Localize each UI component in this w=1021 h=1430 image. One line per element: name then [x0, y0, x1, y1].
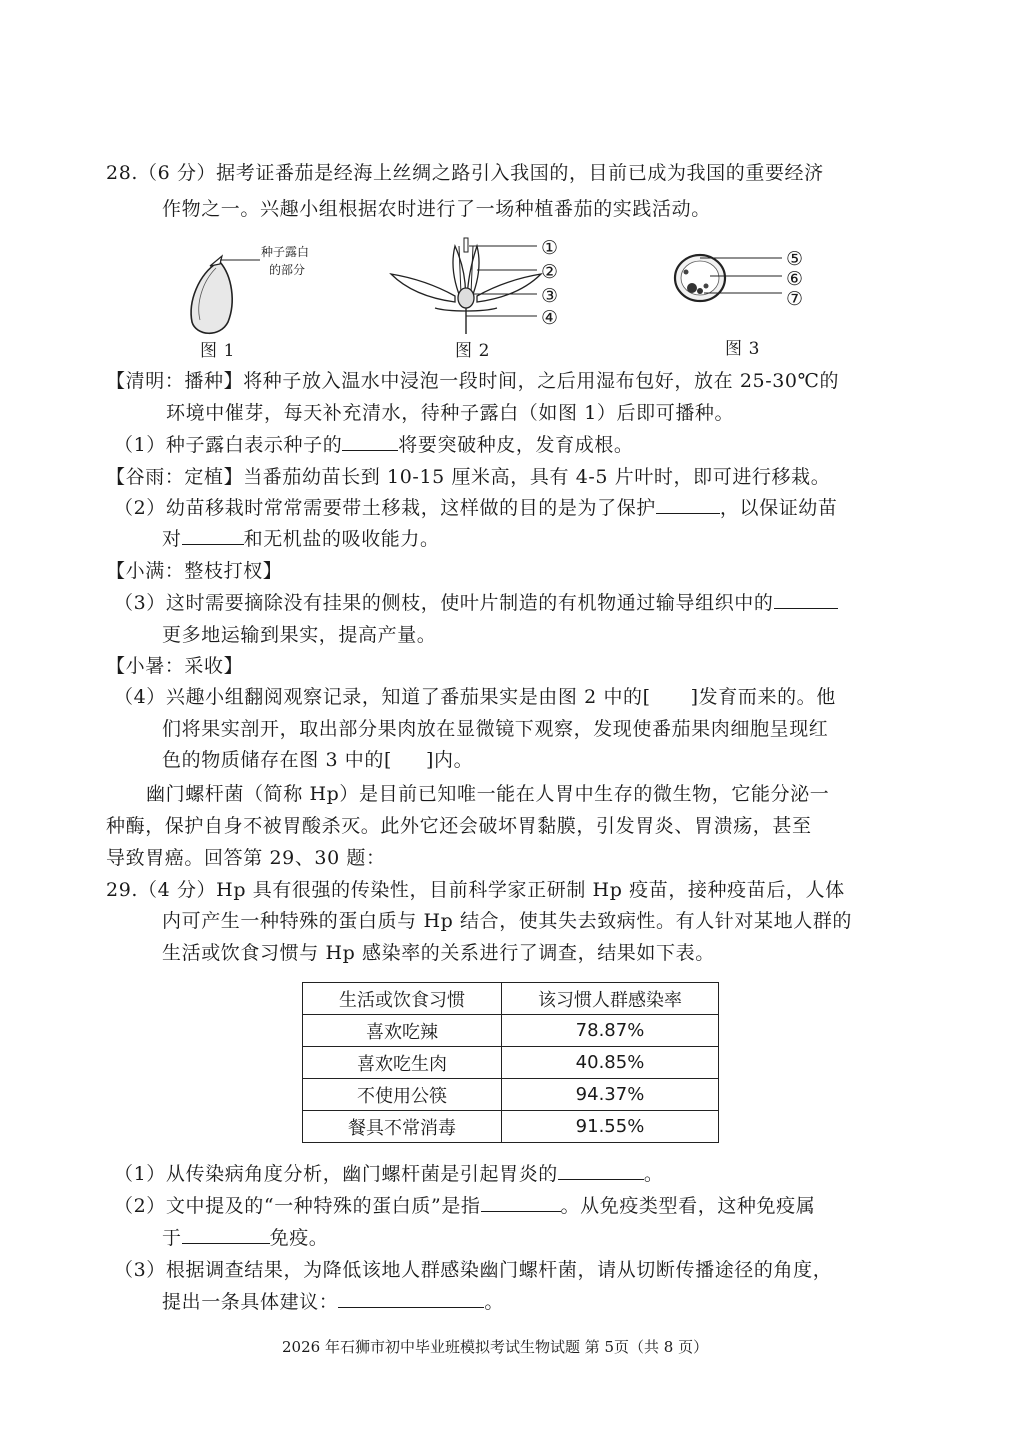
figure2-marker-3: ③: [541, 285, 559, 307]
table-cell-rate: 40.85%: [502, 1047, 719, 1079]
figure2-marker-1: ①: [541, 237, 559, 259]
q29-sub2-blank1[interactable]: [481, 1193, 561, 1212]
q28-sub1-text-b: 将要突破种皮，发育成根。: [398, 434, 634, 456]
q29-line1: 29.（4 分）Hp 具有很强的传染性，目前科学家正研制 Hp 疫苗，接种疫苗后，人体: [106, 879, 845, 901]
qingming-line2: 环境中催芽，每天补充清水，待种子露白（如图 1）后即可播种。: [166, 402, 735, 424]
q28-sub4-line2: 们将果实剖开，取出部分果肉放在显微镜下观察，发现使番茄果肉细胞呈现红: [162, 718, 829, 740]
figure3-marker-5: ⑤: [786, 248, 804, 270]
q29-sub2-text-d: 免疫。: [269, 1227, 329, 1249]
table-row: [303, 1111, 719, 1143]
q29-sub1-blank[interactable]: [558, 1161, 644, 1180]
q28-sub3-line2: 更多地运输到果实，提高产量。: [162, 624, 437, 646]
q29-sub3-line1: （3）根据调查结果，为降低该地人群感染幽门螺杆菌，请从切断传播途径的角度，: [114, 1259, 833, 1281]
q29-line3: 生活或饮食习惯与 Hp 感染率的关系进行了调查，结果如下表。: [162, 942, 715, 964]
table-row: [303, 1015, 719, 1047]
q29-sub1: [114, 1160, 664, 1188]
figure2-marker-2: ②: [541, 261, 559, 283]
q28-sub2-text-c: 对: [162, 528, 182, 550]
q28-sub2-text-d: 和无机盐的吸收能力。: [243, 528, 440, 550]
intro-line3: 导致胃癌。回答第 29、30 题：: [106, 847, 386, 869]
table-cell-habit: 喜欢吃辣: [303, 1015, 502, 1047]
xiaoman-heading: 【小满：整枝打杈】: [106, 560, 283, 582]
figure2-marker-4: ④: [541, 307, 559, 329]
q29-sub3-line2: [162, 1288, 504, 1316]
q28-line1: 28.（6 分）据考证番茄是经海上丝绸之路引入我国的，目前已成为我国的重要经济: [106, 162, 824, 184]
q29-sub3-blank[interactable]: [338, 1289, 484, 1308]
q28-sub4-text-d: 色的物质储存在图 3 中的[: [162, 749, 392, 771]
table-header-rate: 该习惯人群感染率: [502, 983, 719, 1015]
q28-sub1-blank[interactable]: [342, 432, 398, 451]
q29-sub1-text-b: 。: [643, 1163, 664, 1185]
q28-sub3-line1: [114, 589, 838, 617]
q29-sub3-text-c: 。: [484, 1291, 505, 1313]
table-header-row: [303, 983, 719, 1015]
hp-infection-table: [302, 982, 719, 1143]
q28-line2: 作物之一。兴趣小组根据农时进行了一场种植番茄的实践活动。: [162, 198, 711, 220]
table-header-habit: 生活或饮食习惯: [303, 983, 502, 1015]
q29-sub2-line2: [162, 1224, 328, 1252]
q28-sub4-text-e: ]内。: [425, 749, 474, 771]
q29-line2: 内可产生一种特殊的蛋白质与 Hp 结合，使其失去致病性。有人针对某地人群的: [162, 910, 853, 932]
qingming-text: 将种子放入温水中浸泡一段时间，之后用湿布包好，放在 25-30℃的: [243, 370, 840, 392]
q28-sub4-line3: [162, 746, 473, 774]
q28-sub1-text-a: （1）种子露白表示种子的: [114, 434, 343, 456]
q29-sub3-text-b: 提出一条具体建议：: [162, 1291, 339, 1313]
figure1-label-line2: 的部分: [269, 263, 306, 277]
q28-sub2-text-b: ，以保证幼苗: [719, 497, 838, 519]
q29-sub2-text-b: 。从免疫类型看，这种免疫属: [560, 1195, 816, 1217]
qingming-line1: [106, 367, 839, 395]
table-cell-habit: 餐具不常消毒: [303, 1111, 502, 1143]
figure3-marker-6: ⑥: [786, 268, 804, 290]
q28-sub1: [114, 431, 634, 459]
intro-line1: 幽门螺杆菌（简称 Hp）是目前已知唯一能在人胃中生存的微生物，它能分泌一: [146, 783, 830, 805]
guyu-line: [106, 463, 830, 491]
figure2-caption: 图 2: [455, 341, 491, 361]
table-row: [303, 1079, 719, 1111]
table-row: [303, 1047, 719, 1079]
q28-sub4-line1: [114, 683, 836, 711]
q28-sub2-line1: [114, 494, 838, 522]
table-cell-rate: 94.37%: [502, 1079, 719, 1111]
q28-sub3-text-a: （3）这时需要摘除没有挂果的侧枝，使叶片制造的有机物通过输导组织中的: [114, 592, 774, 614]
q28-sub2-blank1[interactable]: [656, 495, 720, 514]
q28-sub2-text-a: （2）幼苗移栽时常常需要带土移栽，这样做的目的是为了保护: [114, 497, 656, 519]
guyu-heading: 【谷雨：定植】: [106, 466, 244, 488]
q28-sub2-line2: [162, 525, 440, 553]
q29-sub2-blank2[interactable]: [182, 1225, 270, 1244]
q29-sub2-line1: [114, 1192, 815, 1220]
xiaoshu-heading: 【小暑：采收】: [106, 655, 244, 677]
q29-sub1-text-a: （1）从传染病角度分析，幽门螺杆菌是引起胃炎的: [114, 1163, 558, 1185]
q28-sub3-blank[interactable]: [774, 590, 838, 609]
guyu-text: 当番茄幼苗长到 10-15 厘米高，具有 4-5 片叶时，即可进行移栽。: [243, 466, 831, 488]
table-cell-habit: 喜欢吃生肉: [303, 1047, 502, 1079]
figure3-cell-illustration: [670, 248, 790, 308]
qingming-heading: 【清明：播种】: [106, 370, 244, 392]
q28-sub2-blank2[interactable]: [182, 526, 244, 545]
page-footer: 2026 年石狮市初中毕业班模拟考试生物试题 第 5页（共 8 页）: [282, 1338, 709, 1356]
table-cell-habit: 不使用公筷: [303, 1079, 502, 1111]
q29-sub2-text-a: （2）文中提及的“一种特殊的蛋白质”是指: [114, 1195, 481, 1217]
q28-sub4-text-b: ]发育而来的。他: [690, 686, 836, 708]
q29-sub2-text-c: 于: [162, 1227, 182, 1249]
intro-line2: 种酶，保护自身不被胃酸杀灭。此外它还会破坏胃黏膜，引发胃炎、胃溃疡，甚至: [106, 815, 812, 837]
figure3-caption: 图 3: [725, 339, 761, 359]
table-cell-rate: 78.87%: [502, 1015, 719, 1047]
q28-sub4-text-a: （4）兴趣小组翻阅观察记录，知道了番茄果实是由图 2 中的[: [114, 686, 651, 708]
figure1-caption: 图 1: [200, 341, 236, 361]
table-cell-rate: 91.55%: [502, 1111, 719, 1143]
figure3-marker-7: ⑦: [786, 288, 804, 310]
figure1-label-line1: 种子露白: [261, 245, 310, 259]
